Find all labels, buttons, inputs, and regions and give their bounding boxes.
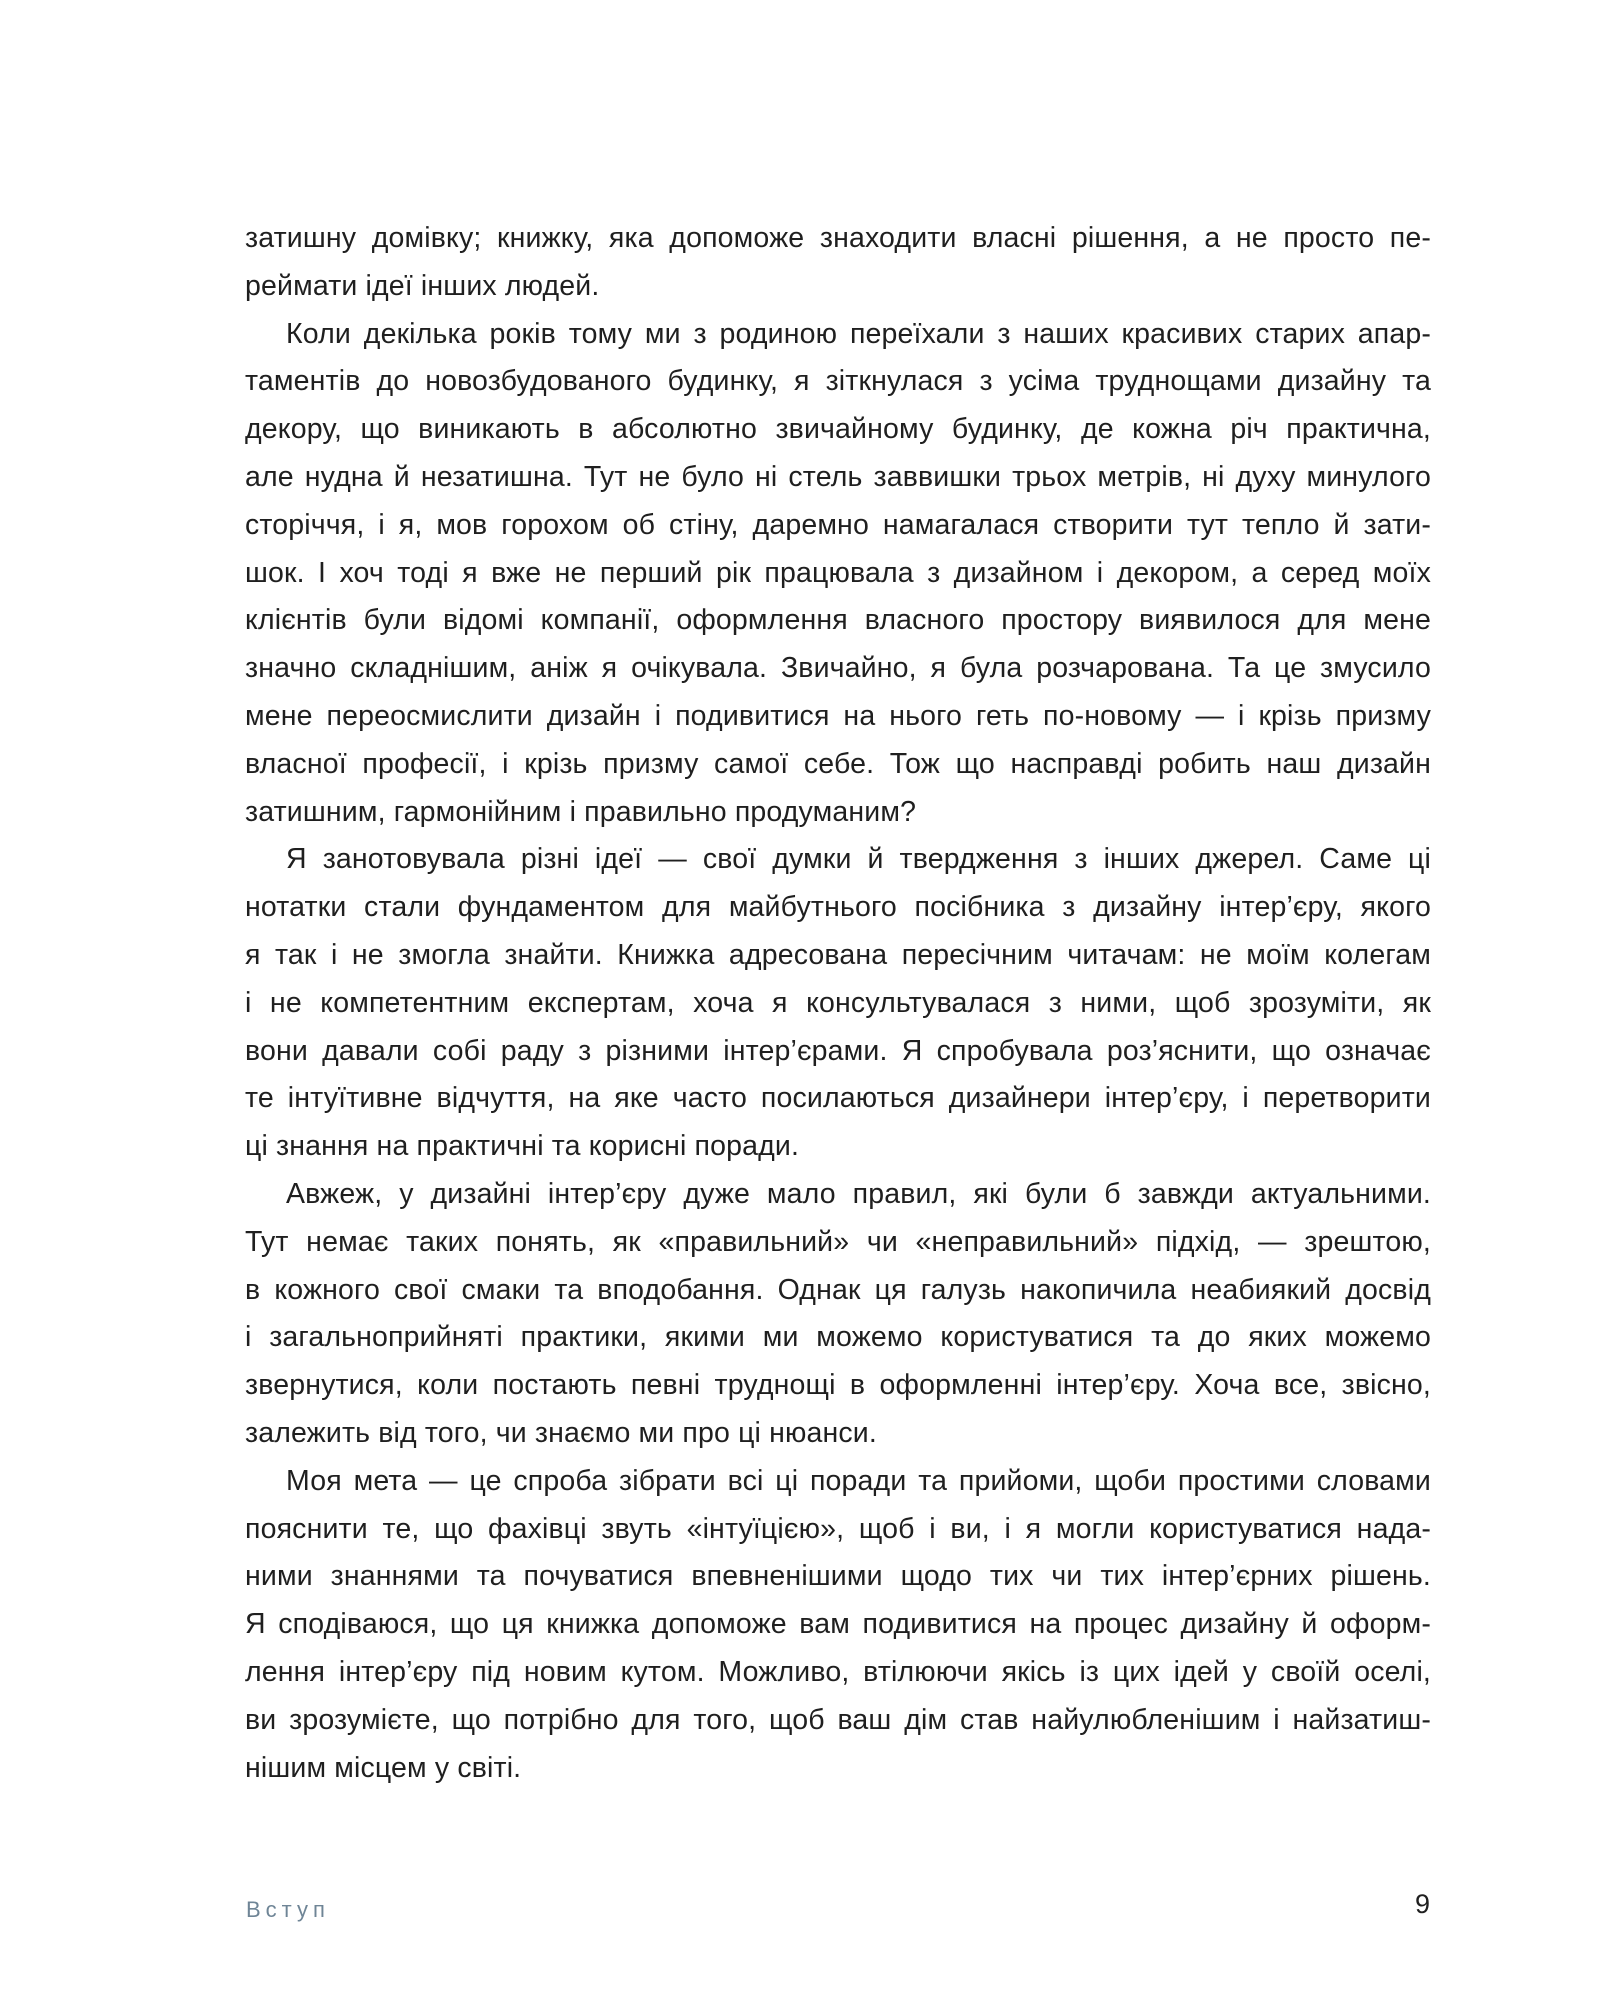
text-line: нішим місцем у світі.	[245, 1751, 522, 1784]
text-line: таментів до новозбудованого будинку, я зіткнулася з усіма труднощами дизайну та	[245, 365, 1431, 398]
text-line: лення інтер’єру під новим кутом. Можливо, втілюючи якісь із цих ідей у своїй оселі,	[245, 1655, 1431, 1688]
text-line: клієнтів були відомі компанії, оформлення власного простору виявилося для мене	[245, 604, 1431, 637]
body-text	[245, 215, 1431, 1792]
text-line: шок. І хоч тоді я вже не перший рік працювала з дизайном і декором, а серед моїх	[245, 556, 1431, 589]
text-line: ці знання на практичні та корисні поради.	[245, 1130, 800, 1163]
text-line: затишним, гармонійним і правильно продуманим?	[245, 795, 917, 828]
text-line: в кожного свої смаки та вподобання. Однак ця галузь накопичила неабиякий досвід	[245, 1273, 1431, 1306]
text-line: мене переосмислити дизайн і подивитися на нього геть по-новому — і крізь призму	[245, 699, 1431, 732]
running-footer-section-title: Вступ	[246, 1897, 330, 1922]
text-line: і не компетентним експертам, хоча я консультувалася з ними, щоб зрозуміти, як	[245, 986, 1431, 1019]
text-line: ви зрозумієте, що потрібно для того, щоб ваш дім став найулюбленішим і найзатиш-	[245, 1703, 1431, 1736]
text-line: власної професії, і крізь призму самої себе. Тож що насправді робить наш дизайн	[245, 747, 1431, 780]
text-line: реймати ідеї інших людей.	[245, 269, 600, 302]
text-line: пояснити те, що фахівці звуть «інтуїцією», щоб і ви, і я могли користуватися нада-	[245, 1512, 1431, 1545]
text-line: Коли декілька років тому ми з родиною переїхали з наших красивих старих апар-	[286, 317, 1431, 350]
text-line: Моя мета — це спроба зібрати всі ці поради та прийоми, щоби простими словами	[286, 1464, 1431, 1497]
text-line: Тут немає таких понять, як «правильний» чи «неправильний» підхід, — зрештою,	[245, 1225, 1431, 1258]
text-line: Я занотовувала різні ідеї — свої думки й твердження з інших джерел. Саме ці	[286, 843, 1431, 876]
text-line: залежить від того, чи знаємо ми про ці нюанси.	[245, 1416, 877, 1449]
text-line: ними знаннями та почуватися впевненішими щодо тих чи тих інтер’єрних рішень.	[245, 1560, 1431, 1593]
text-line: Я сподіваюся, що ця книжка допоможе вам подивитися на процес дизайну й оформ-	[245, 1608, 1431, 1641]
text-line: затишну домівку; книжку, яка допоможе знаходити власні рішення, а не просто пе-	[245, 222, 1431, 254]
text-line: сторіччя, і я, мов горохом об стіну, даремно намагалася створити тут тепло й зати-	[245, 508, 1431, 541]
text-line: але нудна й незатишна. Тут не було ні стель заввишки трьох метрів, ні духу минулого	[245, 460, 1431, 493]
text-line: вони давали собі раду з різними інтер’єрами. Я спробувала роз’яснити, що означає	[245, 1034, 1431, 1067]
text-line: Авжеж, у дизайні інтер’єру дуже мало правил, які були б завжди актуальними.	[286, 1177, 1431, 1210]
text-line: нотатки стали фундаментом для майбутнього посібника з дизайну інтер’єру, якого	[245, 891, 1431, 924]
text-line: і загальноприйняті практики, якими ми можемо користуватися та до яких можемо	[245, 1321, 1431, 1354]
text-line: те інтуїтивне відчуття, на яке часто посилаються дизайнери інтер’єру, і перетворити	[245, 1082, 1431, 1115]
text-line: звернутися, коли постають певні труднощі в оформленні інтер’єру. Хоча все, звісно,	[245, 1369, 1431, 1402]
text-line: значно складнішим, аніж я очікувала. Звичайно, я була розчарована. Та це змусило	[245, 652, 1431, 685]
text-line: я так і не змогла знайти. Книжка адресована пересічним читачам: не моїм колегам	[245, 938, 1431, 971]
text-line: декору, що виникають в абсолютно звичайному будинку, де кожна річ практична,	[245, 413, 1431, 446]
page-number: 9	[1414, 1889, 1430, 1919]
